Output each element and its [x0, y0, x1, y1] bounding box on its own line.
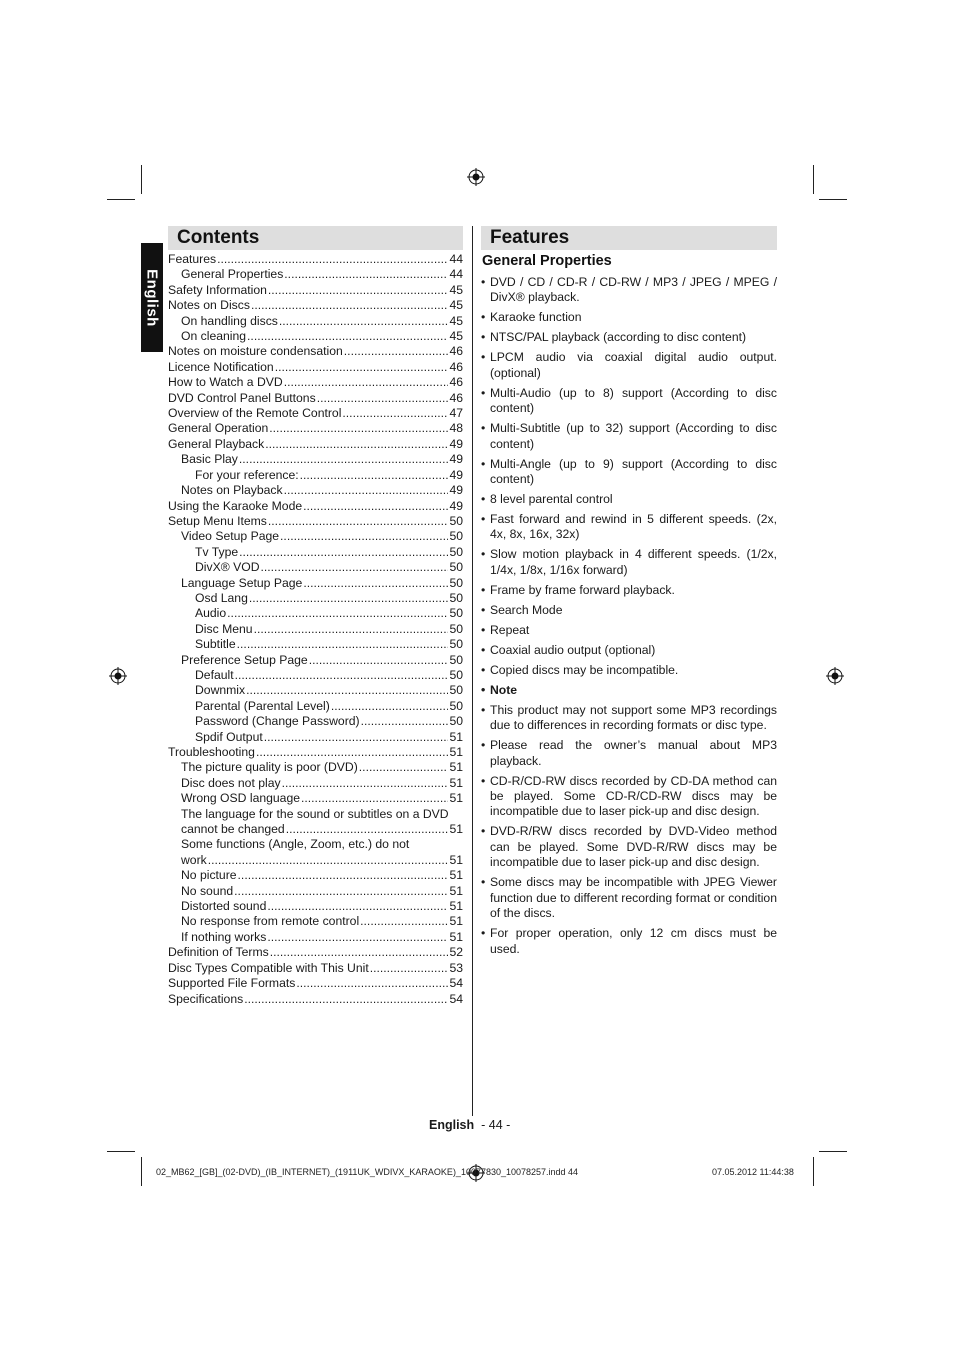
toc-entry-title: Spdif Output	[195, 729, 263, 744]
toc-entry	[168, 668, 463, 683]
crop-mark	[813, 1157, 814, 1186]
toc-entry	[168, 298, 463, 313]
feature-item: • Repeat	[481, 623, 777, 638]
toc-entry	[168, 468, 463, 483]
feature-item: • For proper operation, only 12 cm discs must be used.	[481, 926, 777, 957]
toc-entry-title: Parental (Parental Level)	[195, 698, 330, 713]
feature-item: • Multi-Subtitle (up to 32) support (According to disc content)	[481, 421, 777, 452]
toc-leader-dots	[303, 499, 448, 514]
toc-entry-title: On cleaning	[181, 329, 247, 344]
toc-entry-title: Overview of the Remote Control	[168, 406, 342, 421]
toc-entry-page: 51	[449, 760, 463, 775]
toc-leader-dots	[344, 344, 449, 359]
toc-entry-title: The picture quality is poor (DVD)	[181, 760, 358, 775]
crop-mark	[107, 199, 135, 200]
toc-entry-page: 50	[449, 683, 463, 698]
toc-entry-page: 50	[449, 621, 463, 636]
toc-leader-dots	[265, 437, 448, 452]
toc-entry	[168, 868, 463, 883]
toc-leader-dots	[244, 992, 448, 1007]
toc-leader-dots	[284, 375, 449, 390]
toc-entry-page: 50	[449, 544, 463, 559]
toc-entry	[168, 406, 463, 421]
toc-entry-title: Setup Menu Items	[168, 513, 267, 528]
toc-entry-title: Video Setup Page	[181, 529, 280, 544]
toc-entry-title: work	[181, 852, 207, 867]
toc-entry	[168, 699, 463, 714]
feature-item: • Search Mode	[481, 603, 777, 618]
toc-entry-title: No sound	[181, 883, 234, 898]
toc-leader-dots	[361, 714, 449, 729]
toc-leader-dots	[254, 622, 449, 637]
toc-leader-dots	[267, 899, 448, 914]
toc-entry-title: Preference Setup Page	[181, 652, 308, 667]
toc-entry-page: 45	[449, 313, 463, 328]
toc-leader-dots	[264, 730, 449, 745]
toc-entry	[168, 899, 463, 914]
toc-entry-title: Disc does not play	[181, 775, 281, 790]
feature-item: • DVD / CD / CD-R / CD-RW / MP3 / JPEG / MPEG / DivX® playback.	[481, 275, 777, 306]
toc-leader-dots	[296, 976, 448, 991]
feature-item: • CD-R/CD-RW discs recorded by CD-DA method can be played. Some CD-R/CD-RW discs may be incompatible due to laser pick-up and disc design.	[481, 774, 777, 820]
toc-entry	[168, 576, 463, 591]
feature-item: • This product may not support some MP3 recordings due to differences in recording formats or disc type.	[481, 703, 777, 734]
toc-leader-dots	[284, 483, 449, 498]
note-heading: • Note	[481, 683, 777, 698]
toc-entry-title: If nothing works	[181, 929, 267, 944]
toc-entry-page: 51	[449, 914, 463, 929]
toc-entry	[168, 283, 463, 298]
feature-item: • Karaoke function	[481, 310, 777, 325]
toc-entry	[168, 267, 463, 282]
toc-entry	[168, 745, 463, 760]
feature-item: • Some discs may be incompatible with JPEG Viewer function due to different recording format or condition of the discs.	[481, 875, 777, 921]
toc-leader-dots	[342, 406, 448, 421]
toc-entry	[168, 776, 463, 791]
toc-entry-page: 50	[449, 606, 463, 621]
toc-entry	[168, 591, 463, 606]
toc-entry	[168, 560, 463, 575]
toc-entry-page: 48	[449, 421, 463, 436]
toc-entry-line: The language for the sound or subtitles on a DVD	[181, 806, 449, 821]
footer-language: English	[429, 1118, 475, 1132]
toc-entry	[168, 391, 463, 406]
toc-entry	[168, 360, 463, 375]
toc-entry-title: General Properties	[181, 267, 284, 282]
toc-entry-title: Definition of Terms	[168, 945, 269, 960]
toc-entry-page: 54	[449, 991, 463, 1006]
feature-item: • NTSC/PAL playback (according to disc content)	[481, 330, 777, 345]
toc-entry-title: Password (Change Password)	[195, 714, 360, 729]
toc-entry-page: 51	[449, 852, 463, 867]
toc-entry-title: Osd Lang	[195, 590, 248, 605]
toc-entry-title: General Playback	[168, 436, 265, 451]
toc-leader-dots	[237, 637, 449, 652]
toc-entry-title: No response from remote control	[181, 914, 360, 929]
language-side-tab-label: English	[143, 268, 161, 327]
toc-entry-title: For your reference:	[195, 467, 299, 482]
toc-entry-page: 50	[449, 637, 463, 652]
toc-leader-dots	[270, 945, 449, 960]
toc-leader-dots	[234, 884, 448, 899]
toc-entry	[168, 637, 463, 652]
toc-leader-dots	[217, 252, 448, 267]
toc-leader-dots	[268, 514, 449, 529]
toc-entry-title: Tv Type	[195, 544, 239, 559]
toc-leader-dots	[359, 760, 449, 775]
features-title: Features	[490, 227, 570, 248]
toc-entry	[168, 606, 463, 621]
toc-leader-dots	[360, 914, 448, 929]
toc-leader-dots	[235, 668, 449, 683]
toc-entry-title: Notes on Discs	[168, 298, 250, 313]
toc-leader-dots	[370, 961, 449, 976]
toc-entry	[168, 329, 463, 344]
toc-leader-dots	[249, 591, 449, 606]
toc-entry-page: 46	[449, 344, 463, 359]
toc-entry-title: Disc Menu	[195, 621, 253, 636]
toc-leader-dots	[256, 745, 448, 760]
toc-entry	[168, 529, 463, 544]
toc-entry-page: 45	[449, 329, 463, 344]
toc-entry-title: Default	[195, 667, 234, 682]
feature-item: • Slow motion playback in 4 different speeds. (1/2x, 1/4x, 1/8x, 1/16x forward)	[481, 547, 777, 578]
toc-entry	[168, 452, 463, 467]
page-footer	[429, 1118, 510, 1132]
toc-leader-dots	[282, 776, 449, 791]
toc-entry	[168, 853, 463, 868]
toc-entry-page: 50	[449, 560, 463, 575]
contents-heading-bar	[168, 226, 463, 250]
toc-entry-page: 51	[449, 775, 463, 790]
crop-mark	[819, 1151, 847, 1152]
toc-entry	[168, 914, 463, 929]
toc-entry-page: 49	[449, 498, 463, 513]
toc-entry-page: 44	[449, 252, 463, 266]
toc-leader-dots	[303, 576, 448, 591]
toc-entry-title: Basic Play	[181, 452, 238, 467]
toc-leader-dots	[239, 452, 449, 467]
toc-leader-dots	[246, 683, 448, 698]
toc-entry	[168, 822, 463, 837]
toc-entry-page: 49	[449, 467, 463, 482]
print-slug-date: 07.05.2012 11:44:38	[712, 1167, 794, 1177]
toc-entry-title: General Operation	[168, 421, 269, 436]
toc-entry-page: 51	[449, 868, 463, 883]
toc-leader-dots	[309, 653, 449, 668]
toc-entry-line: Some functions (Angle, Zoom, etc.) do not	[181, 837, 410, 852]
toc-entry	[168, 314, 463, 329]
toc-leader-dots	[300, 468, 449, 483]
toc-entry-title: Troubleshooting	[168, 745, 255, 759]
toc-leader-dots	[284, 267, 448, 282]
toc-entry-page: 53	[449, 960, 463, 975]
feature-item: • Copied discs may be incompatible.	[481, 663, 777, 678]
toc-entry-title: No picture	[181, 868, 237, 883]
toc-leader-dots	[331, 699, 449, 714]
crop-mark	[107, 1151, 135, 1152]
toc-entry-page: 49	[449, 483, 463, 498]
toc-entry-page: 51	[449, 929, 463, 944]
toc-entry-title: Using the Karaoke Mode	[168, 498, 303, 513]
toc-entry-page: 50	[449, 529, 463, 544]
toc-leader-dots	[247, 329, 448, 344]
general-properties-heading: General Properties	[482, 253, 612, 269]
toc-entry	[168, 437, 463, 452]
toc-entry-page: 51	[449, 745, 463, 759]
toc-entry-page: 46	[449, 390, 463, 405]
features-heading-bar	[481, 226, 777, 250]
toc-entry-page: 47	[449, 406, 463, 421]
toc-entry-page: 50	[449, 513, 463, 528]
toc-leader-dots	[317, 391, 449, 406]
toc-entry-page: 46	[449, 375, 463, 390]
column-divider	[472, 226, 473, 1116]
toc-entry	[168, 514, 463, 529]
feature-item: • 8 level parental control	[481, 492, 777, 507]
toc-entry-title: Language Setup Page	[181, 575, 303, 590]
toc-entry-page: 50	[449, 652, 463, 667]
toc-leader-dots	[280, 529, 448, 544]
crop-mark	[813, 165, 814, 194]
toc-entry-title: Subtitle	[195, 637, 236, 652]
toc-entry-title: Downmix	[195, 683, 246, 698]
toc-entry-title: DVD Control Panel Buttons	[168, 390, 316, 405]
toc-leader-dots	[269, 421, 448, 436]
toc-leader-dots	[268, 283, 449, 298]
feature-item: • Fast forward and rewind in 5 different speeds. (2x, 4x, 8x, 16x, 32x)	[481, 512, 777, 543]
feature-item: • Frame by frame forward playback.	[481, 583, 777, 598]
toc-entry-title: Disc Types Compatible with This Unit	[168, 960, 369, 975]
toc-entry-title: Audio	[195, 606, 227, 621]
toc-entry-page: 45	[449, 298, 463, 313]
toc-entry	[168, 683, 463, 698]
toc-entry-page: 52	[449, 945, 463, 960]
toc-entry	[168, 930, 463, 945]
toc-entry-page: 50	[449, 714, 463, 729]
toc-leader-dots	[251, 298, 448, 313]
toc-leader-dots	[239, 545, 448, 560]
toc-entry	[168, 884, 463, 899]
toc-entry-title: Features	[168, 252, 217, 266]
toc-entry-title: Safety Information	[168, 282, 267, 297]
toc-entry-page: 54	[449, 976, 463, 991]
toc-entry-page: 50	[449, 575, 463, 590]
crop-mark	[819, 199, 847, 200]
footer-page-number: - 44 -	[481, 1118, 511, 1132]
contents-title: Contents	[177, 227, 260, 248]
registration-mark-icon	[826, 667, 844, 685]
toc-entry-page: 51	[449, 791, 463, 806]
toc-entry-title: Notes on Playback	[181, 483, 283, 498]
crop-mark	[141, 1157, 142, 1186]
toc-entry-title: Wrong OSD language	[181, 791, 301, 806]
language-side-tab	[141, 243, 163, 352]
toc-entry-title: Specifications	[168, 991, 244, 1006]
toc-entry-page: 46	[449, 359, 463, 374]
toc-entry-title: Licence Notification	[168, 359, 274, 374]
toc-entry	[168, 730, 463, 745]
feature-item: • Please read the owner’s manual about MP3 playback.	[481, 738, 777, 769]
toc-entry	[168, 622, 463, 637]
toc-entry	[168, 252, 463, 267]
toc-entry-page: 45	[449, 282, 463, 297]
toc-entry-page: 44	[449, 267, 463, 282]
toc-leader-dots	[261, 560, 449, 575]
toc-entry	[168, 945, 463, 960]
table-of-contents	[168, 252, 463, 1007]
toc-entry-title: DivX® VOD	[195, 560, 260, 575]
toc-entry	[168, 791, 463, 806]
toc-entry	[168, 961, 463, 976]
toc-leader-dots	[301, 791, 448, 806]
toc-entry	[168, 653, 463, 668]
feature-item: • Multi-Angle (up to 9) support (According to disc content)	[481, 457, 777, 488]
toc-leader-dots	[275, 360, 449, 375]
registration-mark-icon	[467, 168, 485, 186]
toc-entry-page: 49	[449, 452, 463, 467]
toc-entry-title: On handling discs	[181, 313, 278, 328]
toc-entry	[168, 992, 463, 1007]
toc-entry-page: 50	[449, 667, 463, 682]
toc-entry-page: 49	[449, 436, 463, 451]
toc-entry	[168, 344, 463, 359]
toc-entry-title: How to Watch a DVD	[168, 375, 283, 390]
toc-entry-page: 51	[449, 822, 463, 837]
toc-entry	[168, 545, 463, 560]
toc-entry	[168, 976, 463, 991]
feature-item: • Coaxial audio output (optional)	[481, 643, 777, 658]
toc-leader-dots	[208, 853, 449, 868]
toc-entry	[168, 714, 463, 729]
toc-leader-dots	[227, 606, 448, 621]
toc-leader-dots	[238, 868, 449, 883]
toc-leader-dots	[279, 314, 449, 329]
toc-entry-title: Notes on moisture condensation	[168, 344, 343, 359]
toc-entry	[168, 760, 463, 775]
toc-entry-title: Supported File Formats	[168, 976, 296, 991]
crop-mark	[141, 165, 142, 194]
feature-item: • Multi-Audio (up to 8) support (According to disc content)	[481, 386, 777, 417]
features-list	[481, 275, 777, 962]
toc-leader-dots	[286, 822, 449, 837]
toc-entry	[168, 499, 463, 514]
print-slug-file: 02_MB62_[GB]_(02-DVD)_(IB_INTERNET)_(1911UK_WDIVX_KARAOKE)_10077830_10078257.indd 44	[156, 1167, 579, 1177]
toc-entry-title: Distorted sound	[181, 899, 267, 914]
toc-entry-page: 51	[449, 899, 463, 914]
toc-leader-dots	[267, 930, 448, 945]
toc-entry	[168, 375, 463, 390]
toc-entry-page: 50	[449, 590, 463, 605]
toc-entry	[168, 483, 463, 498]
toc-entry	[168, 421, 463, 436]
toc-entry-page: 50	[449, 698, 463, 713]
toc-entry-title: cannot be changed	[181, 822, 285, 837]
toc-entry-page: 51	[449, 883, 463, 898]
feature-item: • LPCM audio via coaxial digital audio output. (optional)	[481, 350, 777, 381]
toc-entry-page: 51	[449, 729, 463, 744]
feature-item: • DVD-R/RW discs recorded by DVD-Video method can be played. Some DVD-R/RW discs may be incompatible due to laser pick-up and disc design.	[481, 824, 777, 870]
registration-mark-icon	[109, 667, 127, 685]
